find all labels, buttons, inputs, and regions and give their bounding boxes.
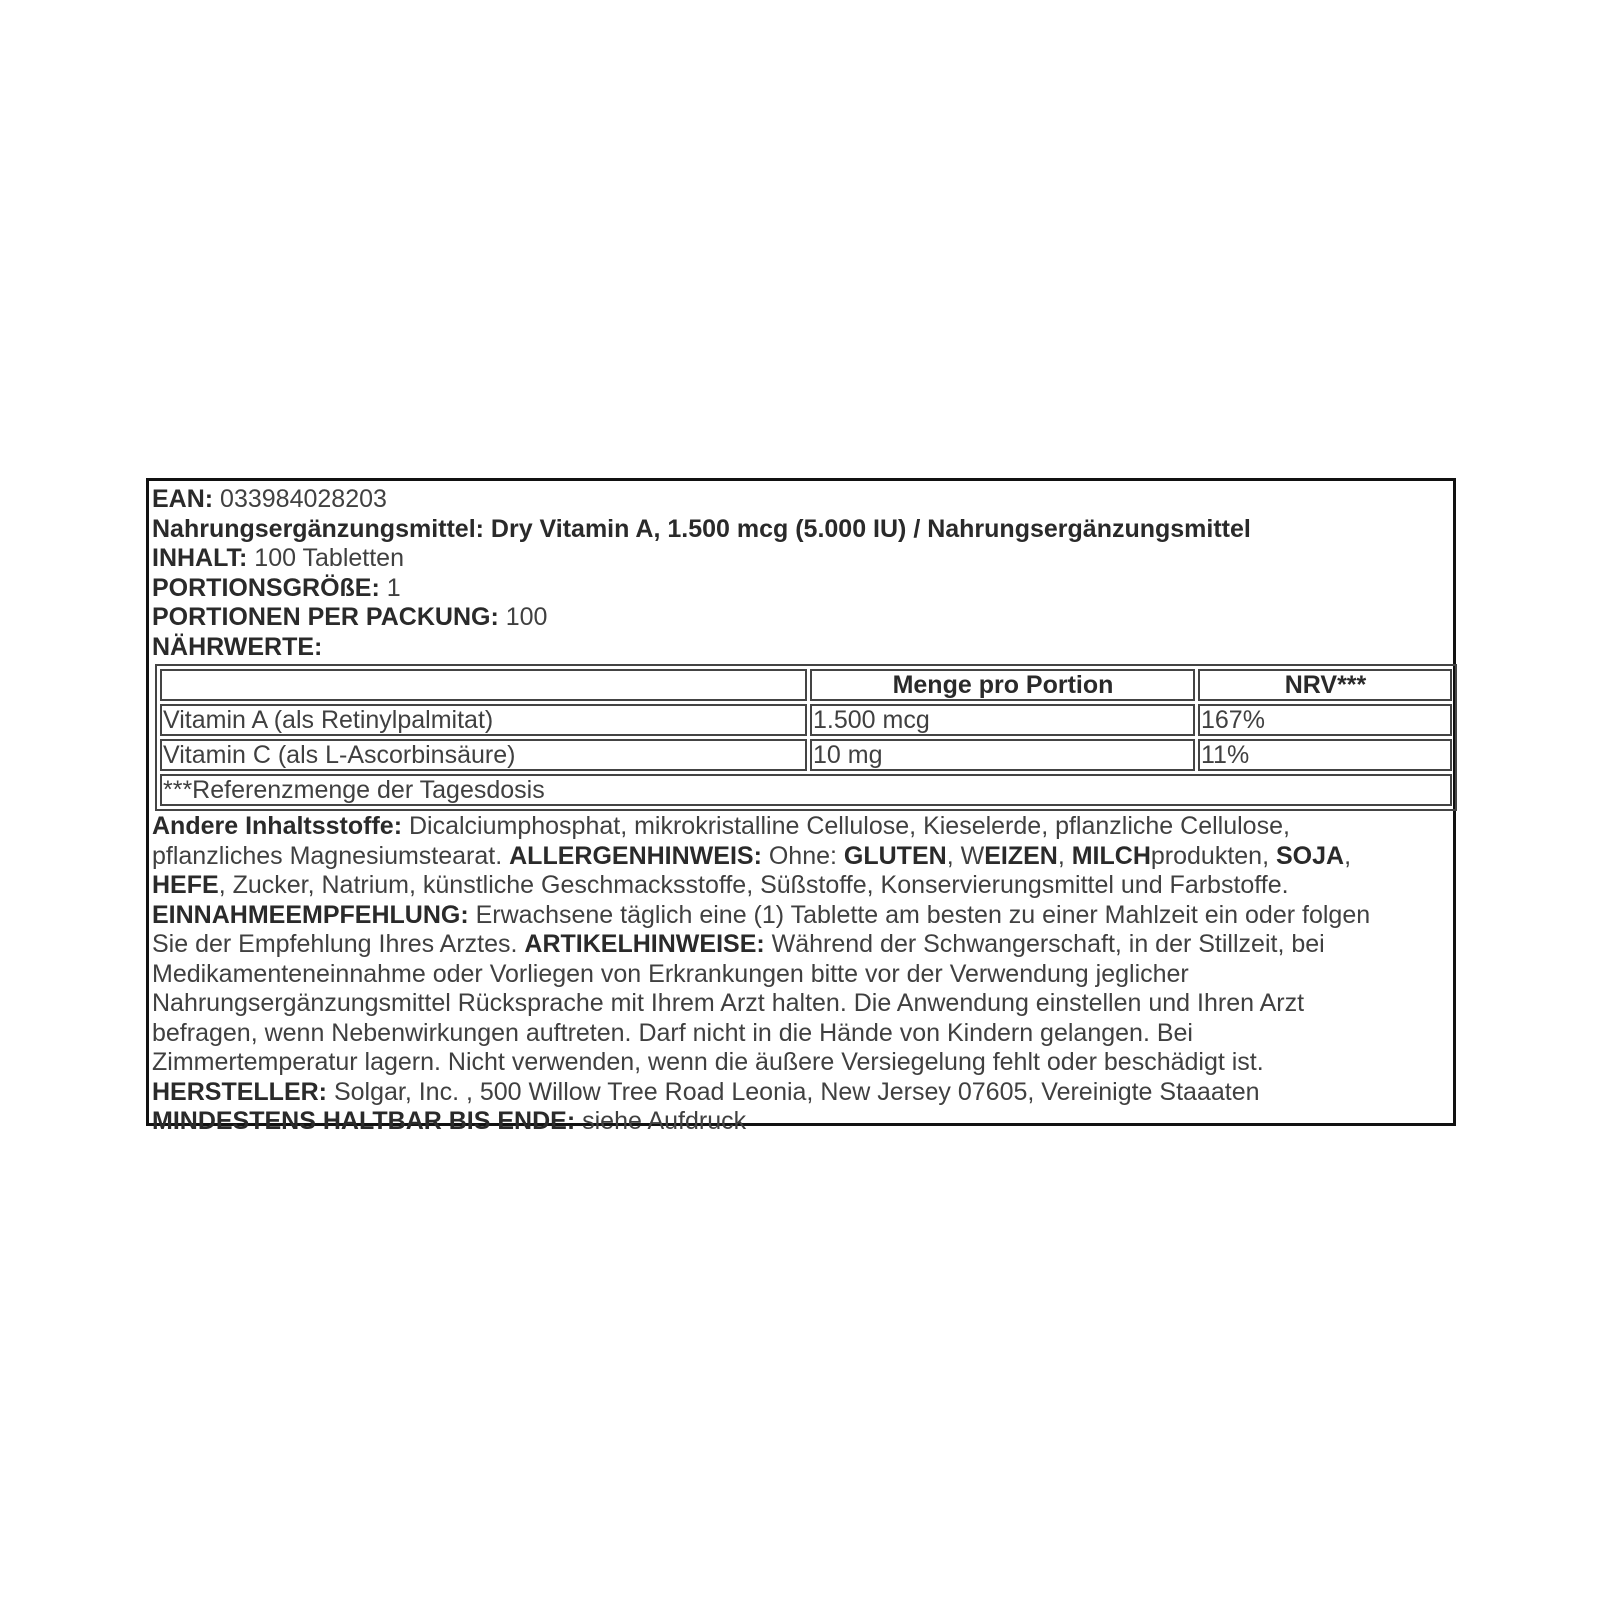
- table-footnote: ***Referenzmenge der Tagesdosis: [160, 774, 1452, 806]
- hersteller-label: HERSTELLER:: [152, 1077, 327, 1106]
- table-header-cell: NRV***: [1198, 669, 1452, 701]
- inhalt-line: [152, 544, 1451, 574]
- portion-size-label: PORTIONSGRÖßE:: [152, 573, 380, 602]
- notes-line: [152, 1078, 1451, 1108]
- inhalt-value: 100 Tabletten: [247, 544, 404, 572]
- allergen-text: ,: [1344, 841, 1352, 870]
- nutrient-name: Vitamin A (als Retinylpalmitat): [160, 704, 807, 736]
- table-row: [160, 704, 1452, 736]
- other-ingredients-label: Andere Inhaltsstoffe:: [152, 812, 403, 840]
- ean-line: [152, 485, 1451, 515]
- artikel-text: Zimmertemperatur lagern. Nicht verwenden, wenn die äußere Versiegelung fehlt oder beschädigt ist.: [152, 1048, 1264, 1076]
- allergen-soja: SOJA: [1275, 841, 1345, 870]
- table-row: [160, 739, 1452, 771]
- artikel-text: befragen, wenn Nebenwirkungen auftreten. Darf nicht in die Hände von Kindern gelangen. Bei: [152, 1018, 1193, 1047]
- notes-line: [152, 842, 1451, 872]
- artikel-text: Medikamenteneinnahme oder Vorliegen von Erkrankungen bitte vor der Verwendung jeglicher: [152, 959, 1189, 988]
- naehrwerte-label: NÄHRWERTE:: [152, 632, 323, 661]
- portion-size-value: 1: [379, 573, 401, 602]
- mhd-label: MINDESTENS HALTBAR BIS ENDE:: [152, 1107, 576, 1135]
- allergen-gluten: GLUTEN: [843, 841, 947, 870]
- einnahme-text: Erwachsene täglich eine (1) Tablette am besten zu einer Mahlzeit ein oder folgen: [468, 900, 1371, 929]
- mhd-text: siehe Aufdruck: [575, 1107, 747, 1135]
- notes-line: [152, 1107, 1451, 1137]
- artikel-label: ARTIKELHINWEISE:: [524, 930, 765, 958]
- nutrient-amount: 1.500 mcg: [810, 704, 1195, 736]
- artikel-text: Während der Schwangerschaft, in der Stillzeit, bei: [764, 930, 1325, 958]
- product-name-line: [152, 515, 1451, 545]
- artikel-text: Nahrungsergänzungsmittel Rücksprache mit Ihrem Arzt halten. Die Anwendung einstellen und Ihren Arzt: [152, 989, 1305, 1017]
- portions-per-pack-value: 100: [498, 603, 548, 631]
- other-ingredients-text: Dicalciumphosphat, mikrokristalline Cellulose, Kieselerde, pflanzliche Cellulose,: [402, 812, 1290, 840]
- notes-line: [152, 1019, 1451, 1049]
- product-name: Nahrungsergänzungsmittel: Dry Vitamin A, 1.500 mcg (5.000 IU) / Nahrungsergänzungsmittel: [152, 514, 1251, 543]
- nutrient-name: Vitamin C (als L-Ascorbinsäure): [160, 739, 807, 771]
- allergen-milch: MILCH: [1071, 841, 1151, 870]
- allergen-text: , Zucker, Natrium, künstliche Geschmacksstoffe, Süßstoffe, Konservierungsmittel und Farbstoffe.: [218, 871, 1289, 899]
- notes-line: [152, 812, 1451, 842]
- product-info-box: [146, 478, 1456, 1135]
- allergen-text: ,: [1057, 841, 1072, 870]
- nutrient-nrv: 167%: [1198, 704, 1452, 736]
- inhalt-label: INHALT:: [152, 544, 248, 572]
- nutrition-table: [155, 664, 1457, 811]
- table-header-cell: Menge pro Portion: [810, 669, 1195, 701]
- naehrwerte-line: [152, 633, 1451, 663]
- allergen-weizen: EIZEN: [984, 841, 1058, 870]
- table-header-cell: [160, 669, 807, 701]
- ean-label: EAN:: [152, 485, 214, 513]
- notes-section: [152, 812, 1451, 1137]
- allergen-text: produkten,: [1150, 841, 1276, 870]
- ean-value: 033984028203: [213, 485, 387, 513]
- portion-size-line: [152, 574, 1451, 604]
- portions-per-pack-line: [152, 603, 1451, 633]
- allergen-label: ALLERGENHINWEIS:: [509, 841, 762, 870]
- allergen-text: , W: [946, 841, 985, 870]
- nutrient-amount: 10 mg: [810, 739, 1195, 771]
- allergen-hefe: HEFE: [152, 871, 219, 899]
- notes-line: [152, 901, 1451, 931]
- other-ingredients-text: pflanzliches Magnesiumstearat.: [152, 841, 510, 870]
- einnahme-label: EINNAHMEEMPFEHLUNG:: [152, 900, 469, 929]
- table-footnote-row: [160, 774, 1452, 806]
- notes-line: [152, 989, 1451, 1019]
- notes-line: [152, 871, 1451, 901]
- hersteller-text: Solgar, Inc. , 500 Willow Tree Road Leonia, New Jersey 07605, Vereinigte Staaaten: [327, 1077, 1260, 1106]
- notes-line: [152, 1048, 1451, 1078]
- notes-line: [152, 930, 1451, 960]
- notes-line: [152, 960, 1451, 990]
- nutrient-nrv: 11%: [1198, 739, 1452, 771]
- table-header-row: [160, 669, 1452, 701]
- portions-per-pack-label: PORTIONEN PER PACKUNG:: [152, 603, 499, 631]
- einnahme-text: Sie der Empfehlung Ihres Arztes.: [152, 930, 525, 958]
- allergen-text: Ohne:: [761, 841, 844, 870]
